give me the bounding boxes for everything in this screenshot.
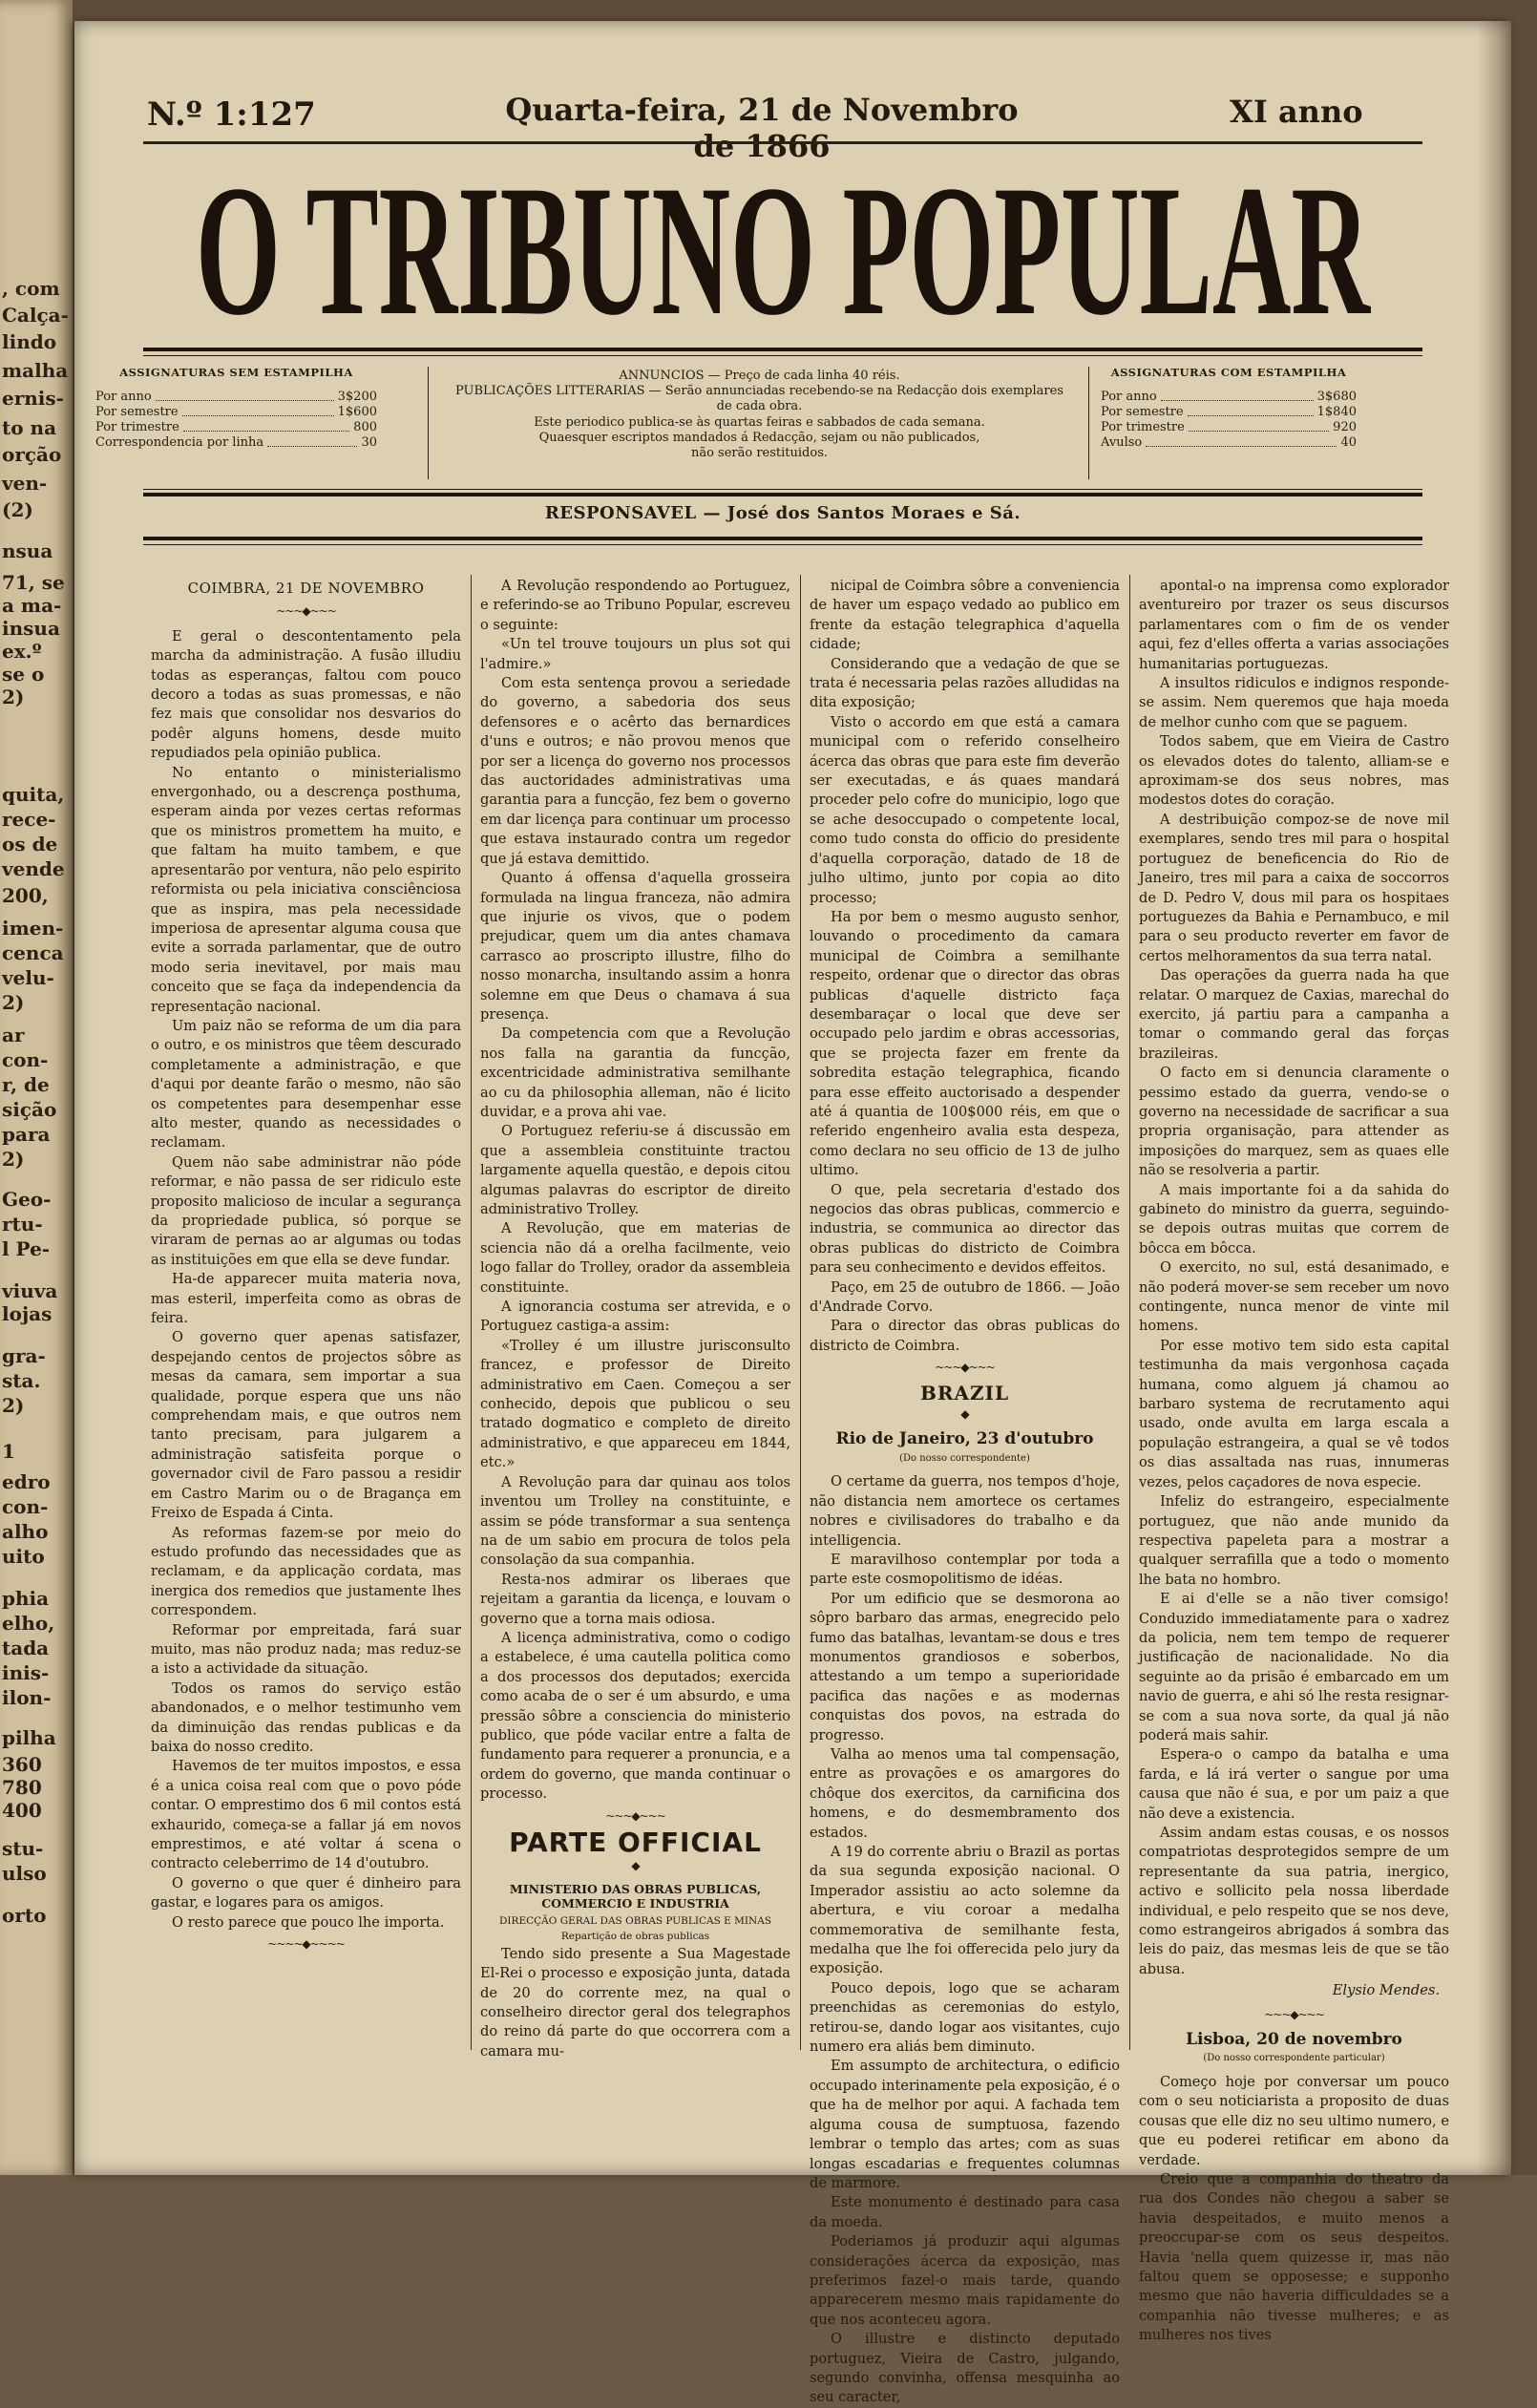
subscription-row xyxy=(1101,390,1357,405)
masthead-title: O TRIBUNO POPULAR xyxy=(196,147,1372,354)
column-3-text-2 xyxy=(810,1472,1120,2408)
adjacent-page-fragment: quita, xyxy=(2,783,65,806)
adjacent-page-fragment: insua xyxy=(2,617,60,640)
subscriptions-left-rows xyxy=(95,390,377,451)
paragraph: Por esse motivo tem sido esta capital testimunha da mais vergonhosa caçada humana, como alguem já chamou ao barbaro systema de recrutamento aqui usado, onde avulta em larga escala a população estrangeira, a qual se vê todos os dias assaltada nas ruas, innumeras vezes, pelos caçadores de nova especie. xyxy=(1139,1337,1449,1490)
parte-official-title: PARTE OFFICIAL xyxy=(509,1827,762,1858)
adjacent-page-fragment: ex.º xyxy=(2,640,42,663)
lisboa-correspondent: (Do nosso correspondente particular) xyxy=(1203,2053,1385,2064)
paragraph: «Trolley é um illustre jurisconsulto francez, e professor de Direito administrativo em Caen. Começou a ser conhecido, depois que publicou o seu tratado dogmatico e completo de direito administrativo, e que appareceu em 1844, etc.» xyxy=(480,1337,790,1471)
paragraph: O exercito, no sul, está desanimado, e não poderá mover-se sem receber um novo contingente, nunca menor de vinte mil homens. xyxy=(1139,1259,1449,1335)
notices-rule-thin xyxy=(143,489,1422,490)
paragraph: Todos sabem, que em Vieira de Castro os elevados dotes do talento, alliam-se e aproximam-se dos seus nobres, mas modestos dotes do coração. xyxy=(1139,733,1449,809)
paragraph: Quem não sabe administrar não póde reformar, e não passa de ser ridiculo este proposito malicioso de incular a segurança da propriedade publica, só porque se viraram de pernas ao ar algumas ou todas as instituições em que ella se deve fundar. xyxy=(151,1153,461,1268)
subscription-row xyxy=(95,435,377,451)
reparticao-title: Repartição de obras publicas xyxy=(560,1930,710,1942)
ministerio-title: MINISTERIO DAS OBRAS PUBLICAS, COMMERCIO E INDUSTRIA xyxy=(509,1881,762,1911)
paragraph: A mais importante foi a da sahida do gabineto do ministro da guerra, seguindo-se depois outras muitas que correm de bôcca em bôcca. xyxy=(1139,1181,1449,1257)
subscription-price: 3$680 xyxy=(1316,390,1357,404)
signature: Elysio Mendes. xyxy=(1332,1982,1440,1999)
adjacent-page-fragment: nsua xyxy=(2,539,53,562)
adjacent-page-fragment: lojas xyxy=(2,1302,53,1325)
leader-dots xyxy=(156,390,334,401)
brazil-title: BRAZIL xyxy=(919,1381,1010,1405)
adjacent-page-fragment: Geo- xyxy=(2,1188,52,1211)
subscription-label: Por semestre xyxy=(1101,405,1184,419)
adjacent-page-fragment: tada xyxy=(2,1637,50,1659)
adjacent-page-fragment: sição xyxy=(2,1098,57,1121)
subscription-label: Por anno xyxy=(1101,390,1157,404)
coimbra-dateline: COIMBRA, 21 DE NOVEMBRO xyxy=(187,580,425,597)
subscriptions-right-box xyxy=(1101,365,1357,481)
adjacent-page-edge xyxy=(0,0,73,2175)
paragraph: As reformas fazem-se por meio do estudo profundo das necessidades que as reclamam, e da applicação cordata, mas inergica dos remedios que justamente lhes correspondem. xyxy=(151,1524,461,1619)
adjacent-page-fragment: (2) xyxy=(2,498,33,521)
adjacent-page-fragment: ar xyxy=(2,1024,25,1046)
column-rule-1 xyxy=(471,575,472,2050)
ornament-divider-4: ~~~◆~~~ xyxy=(935,1361,995,1375)
paragraph: O governo quer apenas satisfazer, despejando centos de projectos sôbre as mesas da camara, sem importar a sua qualidade, porque espera que uns não comprehendam mais, e que outros nem tanto precisam, para julgarem a administração satisfeita porque o governador civil de Faro passou a residir em Castro Marim ou o de Bragança em Freixo de Espada á Cinta. xyxy=(151,1329,461,1522)
paragraph: Assim andam estas cousas, e os nossos compatriotas desprotegidos sempre de um representante da sua patria, inergico, activo e sollicito pela nossa liberdade individual, e pelo respeito que se nos deve, como estrangeiros abrigados á sombra das leis do paiz, das mesmas leis de que se tão abusa. xyxy=(1139,1825,1449,1977)
ornament-divider-6: ~~~◆~~~ xyxy=(1264,2007,1324,2021)
column-3-text xyxy=(810,577,1120,1356)
column-4-text-2 xyxy=(1139,2073,1449,2346)
leader-dots xyxy=(182,405,334,416)
paragraph: E ai d'elle se a não tiver comsigo! Conduzido immediatamente para o xadrez da policia, nem tem tempo de requerer justificação de nacionalidade. No dia seguinte ao da prisão é embarcado em um navio de guerra, e ahi só lhe resta resignar-se com a sua nova sorte, da qual já não poderá mais sahir. xyxy=(1139,1591,1449,1743)
adjacent-page-fragment: phia xyxy=(2,1587,50,1610)
adjacent-page-fragment: vende xyxy=(2,857,65,880)
paragraph: A 19 do corrente abriu o Brazil as portas da sua segunda exposição nacional. O Imperador assistiu ao acto solemne da abertura, e viu coroar a medalha commemorativa de semilhante festa, medalha que lhe foi offerecida pelo jury da exposição. xyxy=(810,1844,1120,1977)
leader-dots xyxy=(267,435,357,447)
paragraph: E maravilhoso contemplar por toda a parte este cosmopolitismo de idéas. xyxy=(810,1551,1120,1588)
ornament-divider: ~~~◆~~~ xyxy=(276,604,336,619)
subscriptions-left-box xyxy=(95,365,377,481)
adjacent-page-fragment: velu- xyxy=(2,966,54,989)
adjacent-page-fragment: ernis- xyxy=(2,387,64,410)
adjacent-page-fragment: 2) xyxy=(2,686,25,708)
body-rule-top-thin xyxy=(143,544,1422,545)
paragraph: Pouco depois, logo que se acharam preenchidas as ceremonias do estylo, retirou-se, dando logar aos visitantes, cujo numero era aliás bem diminuto. xyxy=(810,1979,1120,2056)
leader-dots xyxy=(183,420,349,432)
adjacent-page-fragment: se o xyxy=(2,663,45,686)
subscription-row xyxy=(95,390,377,405)
adjacent-page-fragment: 1 xyxy=(2,1440,15,1463)
adjacent-page-fragment: 2) xyxy=(2,1148,25,1171)
paragraph: Para o director das obras publicas do districto de Coimbra. xyxy=(810,1318,1120,1354)
paragraph: Ha por bem o mesmo augusto senhor, louvando o procedimento da camara municipal de Coimbra a semilhante respeito, ordenar que o director das obras publicas d'aquelle districto faça desembaraçar o local que deve ser occupado pelo jardim e obras accessorias, que se projecta fazer em frente da sobredita estação telegraphica, ficando para esse effeito auctorisado a despender até á quantia de 100$000 réis, em que o referido engenheiro avalia esta despeza, como declara no seu officio de 13 de julho ultimo. xyxy=(810,908,1120,1179)
paragraph: Resta-nos admirar os liberaes que rejeitam a garantia da licença, e louvam o governo que a torna mais odiosa. xyxy=(480,1571,790,1627)
body-rule-top xyxy=(143,537,1422,540)
subscription-price: 800 xyxy=(353,420,377,434)
paragraph: A destribuição compoz-se de nove mil exemplares, sendo tres mil para o hospital portuguez de beneficencia do Rio de Janeiro, tres mil para a caixa de soccorros de D. Pedro V, dous mil para os hospitaes portuguezes da Bahia e Pernambuco, e mil para o seu producto reverter em favor de certos melhoramentos da sua terra natal. xyxy=(1139,811,1449,964)
paragraph: apontal-o na imprensa como explorador aventureiro por trazer os seus discursos parlamentares com o fim de os vender aqui, fez d'elles offerta a varias associações humanitarias portuguezas. xyxy=(1139,578,1449,672)
paragraph: O facto em si denuncia claramente o pessimo estado da guerra, vendo-se o governo na necessidade de sacrificar a sua propria organisação, para attender as imposições do marquez, sem as quaes elle não se resolveria a partir. xyxy=(1139,1065,1449,1179)
subscription-label: Correspondencia por linha xyxy=(95,435,264,450)
adjacent-page-fragment: orto xyxy=(2,1904,47,1927)
notices-box xyxy=(442,369,1077,461)
adjacent-page-fragment: l Pe- xyxy=(2,1237,51,1260)
adjacent-page-fragment: pilha xyxy=(2,1726,56,1749)
subscription-price: 3$200 xyxy=(337,390,377,404)
subscription-row xyxy=(1101,405,1357,420)
subscription-price: 1$600 xyxy=(337,405,377,419)
adjacent-page-fragment: 200, xyxy=(2,884,49,907)
adjacent-page-fragment: 360 xyxy=(2,1753,42,1776)
subscription-price: 920 xyxy=(1333,420,1357,434)
notice-line: Quaesquer escriptos mandados á Redacção, sejam ou não publicados, xyxy=(538,430,980,445)
subscription-label: Por anno xyxy=(95,390,152,404)
ornament-divider-5: ◆ xyxy=(960,1407,969,1422)
paragraph: nicipal de Coimbra sôbre a conveniencia de haver um espaço vedado ao publico em frente da estação telegraphica d'aquella cidade; xyxy=(810,578,1120,653)
paragraph: Começo hoje por conversar um pouco com o seu noticiarista a proposito de duas cousas que elle diz no seu ultimo numero, e que eu poderei retificar em abono da verdade. xyxy=(1139,2073,1449,2168)
paragraph: Havemos de ter muitos impostos, e essa é a unica coisa real com que o povo póde contar. O emprestimo dos 6 mil contos está exhaurido, começa-se a fallar já em novos emprestimos, e até voltar á scena o contracto celeberrimo de 14 d'outubro. xyxy=(151,1758,461,1872)
paragraph: Paço, em 25 de outubro de 1866. — João d'Andrade Corvo. xyxy=(810,1278,1120,1316)
paragraph: Com esta sentença provou a seriedade do governo, a sabedoria dos seus defensores e o acêrto das bernardices d'uns e outros; e não provou menos que por ser a licença do governo nos processos das auctoridades administrativas uma garantia para a funcção, fez bem o governo em dar licença para continuar um processo que estava instaurado contra um regedor que já estava demittido. xyxy=(480,675,790,867)
adjacent-page-fragment: inis- xyxy=(2,1661,50,1684)
paragraph: Poderiamos já produzir aqui algumas considerações ácerca da exposição, mas preferimos fazel-o mais tarde, quando apparecerem mesmo mais rapidamente do que nos aconteceu agora. xyxy=(810,2233,1120,2328)
adjacent-page-fragment: Calça- xyxy=(2,304,69,327)
masthead xyxy=(143,147,1422,354)
adjacent-page-fragment: alho xyxy=(2,1520,49,1543)
notice-line: PUBLICAÇÕES LITTERARIAS — Serão annunciadas recebendo-se na Redacção dois exemplares xyxy=(455,384,1063,399)
paragraph: «Un tel trouve toujours un plus sot qui l'admire.» xyxy=(480,636,790,672)
separator-right xyxy=(1088,367,1089,479)
adjacent-page-fragment: to na xyxy=(2,416,57,439)
subscription-price: 40 xyxy=(1340,435,1357,450)
adjacent-page-fragment: para xyxy=(2,1123,51,1146)
paragraph: Ha-de apparecer muita materia nova, mas esteril, imperfeita como as obras de feira. xyxy=(151,1271,461,1327)
paragraph: Um paiz não se reforma de um dia para o outro, e os ministros que têem descurado completamente a administração, e que d'aqui por deante farão o mesmo, não são os competentes para desempenhar esse alto mester, quando as necessidades o reclamam. xyxy=(151,1017,461,1151)
adjacent-page-fragment: ulso xyxy=(2,1862,47,1885)
paragraph: Em assumpto de architectura, o edificio occupado interinamente pela exposição, é o que ha de melhor por aqui. A fachada tem alguma cousa de sumptuosa, fazendo lembrar o templo das artes; com as suas longas escadarias e frequentes columnas de marmore. xyxy=(810,2058,1120,2191)
direccao-title: DIRECÇÃO GERAL DAS OBRAS PUBLICAS E MINAS xyxy=(498,1914,772,1927)
adjacent-page-fragment: con- xyxy=(2,1495,49,1518)
notices-rule-thick xyxy=(143,493,1422,496)
adjacent-page-fragment: 780 xyxy=(2,1776,42,1799)
paragraph: Todos os ramos do serviço estão abandonados, e o melhor testimunho vem da diminuição das rendas publicas e da baixa do nosso credito. xyxy=(151,1679,461,1755)
adjacent-page-fragment: elho, xyxy=(2,1612,55,1635)
paragraph: Valha ao menos uma tal compensação, entre as provações e os amargores do chôque dos exercitos, da carnificina dos homens, e do desmembramento dos estados. xyxy=(810,1745,1120,1841)
adjacent-page-fragment: 2) xyxy=(2,991,25,1014)
paragraph: Reformar por empreitada, fará suar muito, mas não produz nada; mas reduz-se a isto a actividade da situação. xyxy=(151,1621,461,1678)
notice-line: Este periodico publica-se às quartas feiras e sabbados de cada semana. xyxy=(534,414,985,430)
adjacent-page-fragment: gra- xyxy=(2,1344,46,1367)
ornament-divider-end: ~~~~◆~~~~ xyxy=(267,1937,345,1952)
subscription-label: Por trimestre xyxy=(95,420,179,434)
header-rule xyxy=(143,141,1422,144)
masthead-rule-top-thin xyxy=(143,355,1422,356)
subscriptions-right-rows xyxy=(1101,390,1357,451)
paragraph: A Revolução para dar quinau aos tolos inventou um Trolley na constituinte, e assim se póde transformar a sua sentença na de um sabio em procura de tolos pela consolação da sua companhia. xyxy=(480,1473,790,1569)
paragraph: Creio que a companhia do theatro da rua dos Condes não chegou a saber se havia despeitados, e muito menos a preoccupar-se com os seus despeitos. Havia 'nella quem quizesse ir, mas não faltou quem se opposesse; e supponho mesmo que não haveria difficuldades se a companhia não tivesse mulheres; e as mulheres nos tives xyxy=(1139,2170,1449,2344)
leader-dots xyxy=(1188,405,1314,416)
adjacent-page-fragment: lindo xyxy=(2,330,57,353)
newspaper-page xyxy=(74,21,1511,2406)
paragraph: Da competencia com que a Revolução nos falla na garantia da funcção, excentricidade administrativa semilhante ao cu da philosophia alleman, não é licito duvidar, e a prova ahi vae. xyxy=(480,1025,790,1120)
adjacent-page-fragment: edro xyxy=(2,1470,51,1493)
paragraph: Considerando que a vedação de que se trata é necessaria pelas razões alludidas na dita exposição; xyxy=(810,655,1120,711)
paragraph: Quanto á offensa d'aquella grosseira formulada na lingua franceza, não admira que injurie os vivos, que o podem prejudicar, quem um dia antes chamava carrasco ao proscripto illustre, filho do nosso monarcha, insultando assim a honra solemne em que Deus o chamava á sua presença. xyxy=(480,870,790,1023)
subscription-label: Por semestre xyxy=(95,405,179,419)
paragraph: O certame da guerra, nos tempos d'hoje, não distancia nem amortece os certames nobres e civilisadores do trabalho e da intelligencia. xyxy=(810,1473,1120,1549)
rio-correspondent: (Do nosso correspondente) xyxy=(899,1452,1030,1464)
column-4 xyxy=(1139,577,1449,2344)
column-1-text xyxy=(151,627,461,1933)
adjacent-page-fragment: r, de xyxy=(2,1073,50,1096)
adjacent-page-fragment: 2) xyxy=(2,1394,25,1417)
subscription-row xyxy=(95,420,377,435)
column-rule-2 xyxy=(800,575,801,2050)
column-2-text xyxy=(480,577,790,1805)
adjacent-page-fragment: a ma- xyxy=(2,594,62,617)
subscription-price: 1$840 xyxy=(1316,405,1357,419)
issue-year: XI anno xyxy=(1230,94,1363,130)
paragraph: Por um edificio que se desmorona ao sôpro barbaro das armas, enegrecido pelo fumo das batalhas, levantam-se dous e tres monumentos grandiosos e soberbos, attestando a um tempo a superioridade pacifica das nações e as modernas conquistas dos povos, na estrada do progresso. xyxy=(810,1590,1120,1743)
adjacent-page-fragment: rtu- xyxy=(2,1213,43,1236)
paragraph: O illustre e distincto deputado portuguez, Vieira de Castro, julgando, segundo convinha, offensa mesquinha ao seu caracter, xyxy=(810,2331,1120,2406)
subscriptions-right-title: ASSIGNATURAS COM ESTAMPILHA xyxy=(1110,366,1347,379)
responsavel-line: RESPONSAVEL — José dos Santos Moraes e Sá. xyxy=(544,503,1021,523)
leader-dots xyxy=(1161,390,1314,401)
paragraph: Espera-o o campo da batalha e uma farda, e lá irá verter o sangue por uma causa que não é sua, e por um paiz a que não deve a existencia. xyxy=(1139,1746,1449,1822)
subscription-label: Avulso xyxy=(1101,435,1143,450)
issue-date: Quarta-feira, 21 de Novembro de 1866 xyxy=(505,92,1019,164)
official-paragraph: Tendo sido presente a Sua Magestade El-Rei o processo e exposição junta, datada de 20 do corrente mez, na qual o conselheiro director geral dos telegraphos do reino dá parte do que occorrera com a camara mu- xyxy=(480,1945,790,2059)
paragraph: A Revolução respondendo ao Portuguez, e referindo-se ao Tribuno Popular, escreveu o seguinte: xyxy=(480,578,790,633)
ornament-divider-2: ~~~◆~~~ xyxy=(605,1808,665,1823)
leader-dots xyxy=(1189,420,1329,432)
column-rule-3 xyxy=(1129,575,1130,2050)
adjacent-page-fragment: viuva xyxy=(2,1279,58,1302)
adjacent-page-fragment: 71, se xyxy=(2,571,65,594)
adjacent-page-fragment: con- xyxy=(2,1048,49,1071)
adjacent-page-fragment: ven- xyxy=(2,472,48,495)
masthead-rule-top xyxy=(143,348,1422,351)
column-3 xyxy=(810,577,1120,2406)
subscription-row xyxy=(1101,435,1357,451)
paragraph: A Revolução, que em materias de sciencia não dá a orelha facilmente, veio logo fallar do Trolley, orador da assembleia constituinte. xyxy=(480,1220,790,1296)
adjacent-page-fragment: imen- xyxy=(2,917,64,940)
paragraph: No entanto o ministerialismo envergonhado, ou a descrença posthuma, esperam ainda por vezes certas reformas que os ministros promettem ha muito, e que faltam ha muito tambem, e que apresentarão por ventura, não pelo espirito reformista ou pela iniciativa consciênciosa que as inspira, mas pela necessidade imperiosa de apresentar alguma cousa que evite a sorrada parlamentar, que de outro modo seria inevitavel, por mais mau conceito que se faça da independencia da representação nacional. xyxy=(151,764,461,1015)
paragraph: E geral o descontentamento pela marcha da administração. A fusão illudiu todas as esperanças, faltou com pouco decoro a todas as suas promessas, e não fez mais que consolidar nos desvarios do podêr alguns homens, desde muito repudiados pela opinião publica. xyxy=(151,627,461,762)
subscription-label: Por trimestre xyxy=(1101,420,1185,434)
adjacent-page-fragment: , com xyxy=(2,277,60,300)
paragraph: O resto parece que pouco lhe importa. xyxy=(172,1913,445,1931)
paragraph: O governo o que quer é dinheiro para gastar, e logares para os amigos. xyxy=(151,1874,461,1912)
masthead-svg xyxy=(143,147,1422,354)
paragraph: Visto o accordo em que está a camara municipal com o referido conselheiro ácerca das obras que para este fim deverão ser executadas, e ás quaes mandará proceder pelo cofre do municipio, logo que se ache desoccupado o competente local, como tudo consta do officio do presidente d'aquella corporação, datado de 18 de julho ultimo, junto por copia ao dito processo; xyxy=(810,713,1120,906)
paragraph: Este monumento é destinado para casa da moeda. xyxy=(810,2194,1120,2230)
paragraph: A licença administrativa, como o codigo a estabelece, é uma cautella politica como a dos processos dos deputados; exercida como acaba de o ser é um absurdo, e uma pressão sôbre a consciencia do ministerio publico, que póde vacilar entre a falta de fundamento para requerer a pronuncia, e a ordem do governo, que manda continuar o processo. xyxy=(480,1629,790,1803)
paragraph: A ignorancia costuma ser atrevida, e o Portuguez castiga-a assim: xyxy=(480,1299,790,1335)
subscription-price: 30 xyxy=(361,435,377,450)
paragraph: Infeliz do estrangeiro, especialmente portuguez, que não ande munido da respectiva papeleta para a mostrar a qualquer serrafilla que a todo o momento lhe bata no hombro. xyxy=(1139,1493,1449,1588)
subscriptions-left-title: ASSIGNATURAS SEM ESTAMPILHA xyxy=(119,366,353,379)
adjacent-page-fragment: 400 xyxy=(2,1799,42,1822)
column-1 xyxy=(151,577,461,2047)
notice-line: não serão restituidos. xyxy=(690,446,829,461)
column-4-text xyxy=(1139,577,1449,1979)
paragraph: O Portuguez referiu-se á discussão em que a assembleia constituinte tractou largamente aquella questão, e depois citou algumas palavras do escriptor de direito administrativo Trolley. xyxy=(480,1123,790,1217)
paragraph: A insultos ridiculos e indignos responde-se assim. Nem queremos que haja moeda de melhor cunho com que se paguem. xyxy=(1139,675,1449,730)
leader-dots xyxy=(1146,435,1337,447)
notice-line: de cada obra. xyxy=(716,399,803,414)
adjacent-page-fragment: uito xyxy=(2,1545,45,1568)
issue-number: N.º 1:127 xyxy=(147,95,316,134)
column-2 xyxy=(480,577,790,2059)
adjacent-page-fragment: os de xyxy=(2,833,58,855)
adjacent-page-fragment: cenca xyxy=(2,941,64,964)
adjacent-page-fragment: orção xyxy=(2,443,62,466)
ornament-divider-3: ◆ xyxy=(631,1859,640,1873)
adjacent-page-fragment: stu- xyxy=(2,1837,44,1860)
adjacent-page-fragment: sta. xyxy=(2,1369,41,1392)
adjacent-page-fragment: rece- xyxy=(2,808,56,831)
paragraph: Das operações da guerra nada ha que relatar. O marquez de Caxias, marechal do exercito, já partiu para a campanha a tomar o commando geral das forças brazileiras. xyxy=(1139,967,1449,1062)
notice-line: ANNUNCIOS — Preço de cada linha 40 réis. xyxy=(619,369,900,383)
lisboa-dateline: Lisboa, 20 de novembro xyxy=(1186,2030,1402,2050)
adjacent-page-fragment: malha xyxy=(2,359,69,382)
adjacent-page-fragment: ilon- xyxy=(2,1686,52,1709)
rio-dateline: Rio de Janeiro, 23 d'outubro xyxy=(835,1429,1094,1449)
subscription-row xyxy=(1101,420,1357,435)
paragraph: O que, pela secretaria d'estado dos negocios das obras publicas, commercio e industria, se communica ao director das obras publicas do districto de Coimbra para seu conhecimento e devidos effeitos. xyxy=(810,1181,1120,1277)
separator-left xyxy=(428,367,429,479)
subscription-row xyxy=(95,405,377,420)
